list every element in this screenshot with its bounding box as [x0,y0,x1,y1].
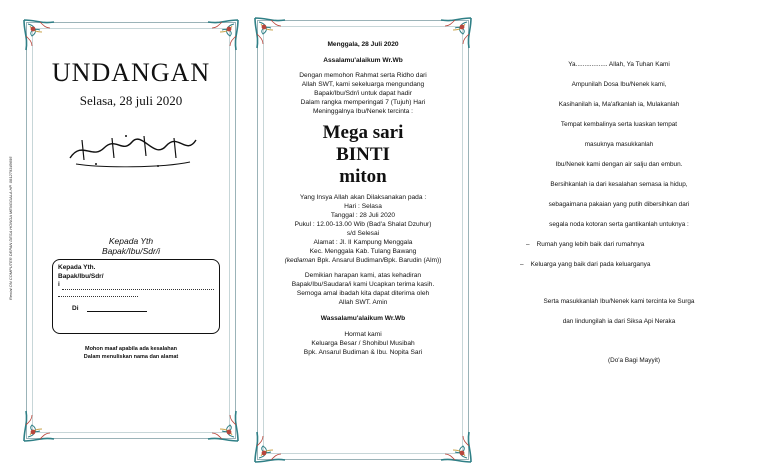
ornament-corner-icon [22,409,56,443]
ornament-corner-icon [439,430,473,464]
cover-addressee-heading [22,236,240,256]
prayer-panel [484,60,754,380]
prayer-title: (Do'a Bagi Mayyit) [608,357,661,364]
address-line-1: Kepada Yth. [58,264,96,271]
address-fill-line [62,283,214,290]
prayer-line: Ya.................. Allah, Ya Tuhan Kami [568,61,670,68]
prayer-closing-line: Serta masukkanlah Ibu/Nenek kami tercinta ke Surga [543,298,695,305]
cover-inner-frame [32,28,230,433]
bismillah-calligraphy [62,130,202,170]
prayer-bullet-1: – Rumah yang lebih baik dari rumahnya [526,241,645,248]
intro-line: Dalam rangka memperingati 7 (Tujuh) Hari [300,99,426,106]
event-district: Kec. Menggala Kab. Tulang Bawang [309,248,417,255]
closing-line: Demikian harapan kami, atas kehadiran [304,272,422,279]
ornament-corner-icon [253,430,287,464]
prayer-line: segala noda kotoran serta gantikanlah untuknya : [549,221,689,228]
address-blank-row-2 [58,290,214,297]
event-residence [269,256,457,265]
event-until: s/d Selesai [346,230,380,237]
ornament-corner-icon [206,18,240,52]
event-residence-prefix: (kediaman [284,257,316,264]
address-line-3: i [58,281,60,288]
event-time: Pukul : 12.00-13.00 Wib (Bad'a Shalat Dzuhur) [294,221,432,228]
deceased-father-name: miton [339,166,387,187]
cover-title: UNDANGAN [51,58,211,87]
closing-line: Allah SWT. Amin [338,299,388,306]
prayer-line: masuknya masukkanlah [584,141,654,148]
prayer-bullet-text: Rumah yang lebih baik dari rumahnya [536,241,645,248]
invitation-body [269,40,457,357]
family-names: Bpk. Ansarul Budiman & Ibu. Nopita Sari [303,349,423,356]
family-line: Keluarga Besar / Shohibul Musibah [311,340,415,347]
event-address: Alamat : Jl. II Kampung Menggala [313,239,413,246]
event-residence-owner: Bpk. Ansarul Budiman/Bpk. Barudin (Alm)) [315,257,442,264]
prayer-line: Tempat kembalinya serta luaskan tempat [560,121,678,128]
event-date: Tanggal : 28 Juli 2020 [330,212,396,219]
address-blank-row [58,281,214,290]
prayer-line: sebagaimana pakaian yang putih dibersihkan dari [548,201,690,208]
intro-line: Dengan memohon Rahmat serta Ridho dari [299,72,427,79]
kepada-recipient: Bapak/Ibu/Sdr/i [101,246,161,256]
ornament-corner-icon [22,18,56,52]
intro-line: Bapak/Ibu/Sdr/i untuk dapat hadir [314,90,412,97]
prayer-bullet-text: Keluarga yang baik dari pada keluarganya [530,261,651,268]
kepada-label: Kepada Yth [108,236,154,246]
address-line-2: Bapak/Ibu/Sdr/ [58,272,104,280]
cover-date: Selasa, 28 juli 2020 [79,93,183,108]
di-row [58,305,214,314]
cover-panel [22,18,240,443]
place-date: Menggala, 28 Juli 2020 [327,41,399,48]
side-print-text: Rental ON COMPUTER DEPAN DESA HONGA MENGGALA HP. 081279349695 [8,156,13,300]
di-label: Di [72,304,79,312]
apology-line-1: Mohon maaf apabila ada kesalahan [84,346,177,352]
closing-salam: Wassalamu'alaikum Wr.Wb [320,315,406,322]
intro-line: Meninggalnya Ibu/Nenek tercinta : [312,108,414,115]
deceased-name: Mega sari [322,122,404,143]
prayer-line: Bersihkanlah ia dari kesalahan semasa ia hidup, [550,181,688,188]
prayer-line: Ampunilah Dosa Ibu/Nenek kami, [571,81,667,88]
closing-line: Bapak/Ibu/Saudara/i kami Ucapkan terima kasih. [291,281,435,288]
invitation-panel [253,16,473,464]
ornament-corner-icon [206,409,240,443]
event-line: Yang Insya Allah akan Dilaksanakan pada : [299,194,427,201]
apology-line-2: Dalam menuliskan nama dan alamat [83,353,179,360]
regards-label: Hormat kami [344,331,382,338]
closing-line: Semoga amal ibadah kita dapat diterima oleh [296,290,430,297]
address-box [52,259,220,334]
prayer-line: Ibu/Nenek kami dengan air salju dan embun. [555,161,683,168]
prayer-closing-line: dan lindungilah ia dari Siksa Api Neraka [562,318,676,325]
apology-note [22,346,240,361]
deceased-binti: BINTI [336,144,390,165]
address-fill-line [58,290,138,297]
prayer-line: Kasihanilah ia, Ma'afkanlah ia, Mulakanlah [558,101,680,108]
prayer-bullet-2: – Keluarga yang baik dari pada keluarganya [520,261,651,268]
intro-line: Allah SWT, kami sekeluarga mengundang [301,81,425,88]
di-fill-line [87,306,147,312]
event-day: Hari : Selasa [344,203,382,210]
opening-salam: Assalamu'alaikum Wr.Wb [323,57,403,64]
